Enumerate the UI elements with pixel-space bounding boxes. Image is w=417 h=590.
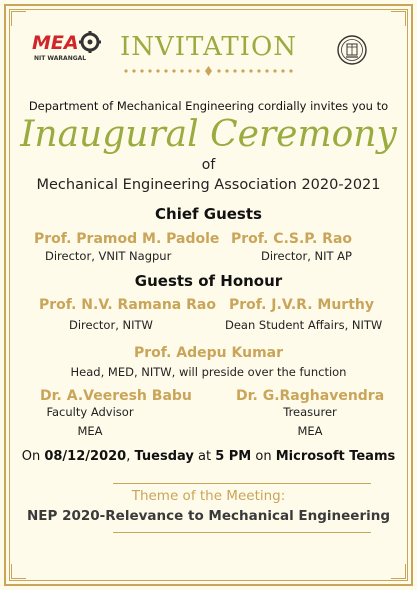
divider-top bbox=[113, 483, 371, 484]
corner-ornament bbox=[391, 11, 406, 26]
faculty-role: Faculty Advisor bbox=[46, 405, 134, 419]
svg-text:NIT WARANGAL: NIT WARANGAL bbox=[34, 55, 87, 62]
schedule-on: On bbox=[21, 449, 45, 464]
faculty-name: Dr. G.Raghavendra bbox=[236, 388, 385, 404]
faculty-role: Treasurer bbox=[283, 405, 337, 419]
guest-role: Director, VNIT Nagpur bbox=[45, 249, 172, 263]
guest-name: Prof. Pramod M. Padole bbox=[34, 231, 220, 247]
event-title: Inaugural Ceremony bbox=[20, 114, 397, 155]
faculty-org: MEA bbox=[297, 424, 323, 438]
schedule-date: 08/12/2020 bbox=[44, 449, 127, 464]
schedule-time: 5 PM bbox=[215, 449, 252, 464]
dots-divider bbox=[122, 66, 295, 76]
corner-ornament bbox=[11, 564, 26, 579]
chief-guests-heading: Chief Guests bbox=[155, 205, 262, 223]
divider-bottom bbox=[113, 532, 371, 533]
schedule-comma: , bbox=[126, 449, 135, 464]
theme-title: NEP 2020-Relevance to Mechanical Engineering bbox=[26, 508, 391, 524]
schedule-at: at bbox=[193, 449, 216, 464]
guest-role: Director, NITW bbox=[69, 318, 153, 332]
schedule-platform: Microsoft Teams bbox=[275, 449, 396, 464]
guest-name: Prof. N.V. Ramana Rao bbox=[39, 297, 216, 313]
faculty-org: MEA bbox=[77, 424, 103, 438]
corner-ornament bbox=[11, 11, 26, 26]
presiding-role: Head, MED, NITW, will preside over the function bbox=[70, 365, 347, 379]
schedule-day: Tuesday bbox=[134, 449, 194, 464]
nit-emblem bbox=[336, 34, 368, 66]
svg-text:MEA: MEA bbox=[32, 32, 79, 54]
theme-label: Theme of the Meeting: bbox=[131, 488, 286, 504]
presiding-name: Prof. Adepu Kumar bbox=[133, 345, 284, 361]
schedule-line bbox=[0, 449, 417, 464]
schedule-on-platform: on bbox=[251, 449, 276, 464]
corner-ornament bbox=[391, 564, 406, 579]
guest-name: Prof. J.V.R. Murthy bbox=[229, 297, 374, 313]
mea-logo bbox=[30, 28, 106, 64]
guests-of-honour-heading: Guests of Honour bbox=[134, 272, 283, 290]
association-name: Mechanical Engineering Association 2020-2021 bbox=[36, 177, 381, 193]
guest-role: Director, NIT AP bbox=[261, 249, 352, 263]
faculty-name: Dr. A.Veeresh Babu bbox=[40, 388, 192, 404]
guest-name: Prof. C.S.P. Rao bbox=[231, 231, 353, 247]
invitation-title: INVITATION bbox=[119, 32, 298, 62]
guest-role: Dean Student Affairs, NITW bbox=[225, 318, 383, 332]
of-text: of bbox=[201, 157, 216, 173]
department-line: Department of Mechanical Engineering cordially invites you to bbox=[28, 99, 389, 113]
